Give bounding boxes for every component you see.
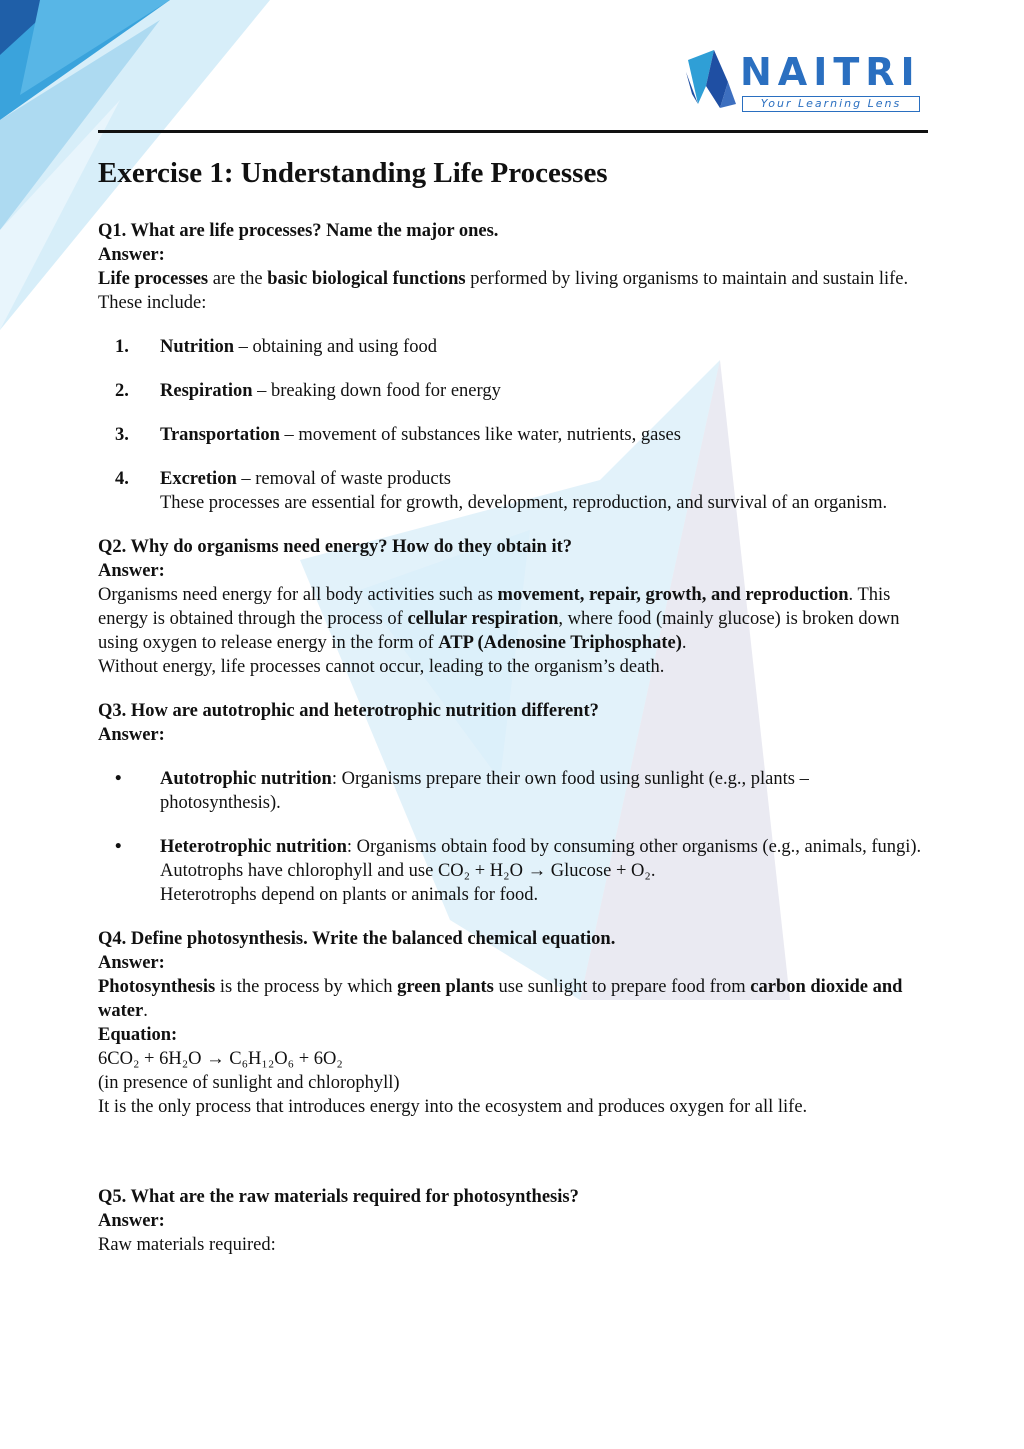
q1-answer-label: Answer: <box>98 245 165 265</box>
q1-question: Q1. What are life processes? Name the major ones. <box>98 221 499 241</box>
q1-closing: These processes are essential for growth, development, reproduction, and survival of an organism. <box>160 493 888 513</box>
q3-autotroph-line: Autotrophs have chlorophyll and use CO₂ + H₂O → Glucose + O₂. <box>160 861 656 881</box>
q4-condition: (in presence of sunlight and chlorophyll) <box>98 1073 400 1093</box>
q5-answer-label: Answer: <box>98 1211 165 1231</box>
list-item: • Heterotrophic nutrition: Organisms obtain food by consuming other organisms (e.g., animals, fungi). Autotrophs have chlorophyll and use CO₂ + H₂O → Glucose + O₂. Heterotrophs depend on plants or animals for food. <box>115 837 922 905</box>
q1-these-include: These include: <box>98 293 207 313</box>
logo-wordmark: NAITRI <box>740 50 921 94</box>
document-body <box>98 150 924 1257</box>
list-item: 4. Excretion – removal of waste products These processes are essential for growth, development, reproduction, and survival of an organism. <box>115 469 888 513</box>
naitri-logo <box>684 46 934 120</box>
q2-closing: Without energy, life processes cannot occur, leading to the organism’s death. <box>98 657 665 677</box>
q3-answer-label: Answer: <box>98 725 165 745</box>
header-rule <box>98 130 928 133</box>
q4-closing: It is the only process that introduces energy into the ecosystem and produces oxygen for all life. <box>98 1097 808 1117</box>
list-item: 3. Transportation – movement of substances like water, nutrients, gases <box>115 425 681 445</box>
logo-tagline: Your Learning Lens <box>742 96 920 112</box>
q4-answer-label: Answer: <box>98 953 165 973</box>
list-item: 1. Nutrition – obtaining and using food <box>115 337 437 357</box>
q5-paragraph: Raw materials required: <box>98 1235 276 1255</box>
q4-equation-label: Equation: <box>98 1025 178 1045</box>
q1-paragraph: Life processes are the basic biological functions performed by living organisms to maintain and sustain life. <box>98 269 909 289</box>
page-title: Exercise 1: Understanding Life Processes <box>98 157 608 189</box>
q5-question: Q5. What are the raw materials required for photosynthesis? <box>98 1187 579 1207</box>
q2-question: Q2. Why do organisms need energy? How do they obtain it? <box>98 537 573 557</box>
q3-question: Q3. How are autotrophic and heterotrophic nutrition different? <box>98 701 599 721</box>
list-item: 2. Respiration – breaking down food for energy <box>115 381 501 401</box>
q3-heterotroph-line: Heterotrophs depend on plants or animals for food. <box>160 885 539 905</box>
q2-answer-label: Answer: <box>98 561 165 581</box>
q4-paragraph: Photosynthesis is the process by which green plants use sunlight to prepare food from carbon dioxide and water. <box>98 977 903 1021</box>
q2-paragraph: Organisms need energy for all body activities such as movement, repair, growth, and reproduction. This energy is obtained through the process of cellular respiration, where food (mainly glucose) is broken down using oxygen to release energy in the form of ATP (Adenosine Triphosphate). <box>98 585 900 653</box>
list-item: • Autotrophic nutrition: Organisms prepare their own food using sunlight (e.g., plants – photosynthesis). <box>115 769 809 813</box>
q4-question: Q4. Define photosynthesis. Write the balanced chemical equation. <box>98 929 616 949</box>
q1-list <box>98 335 924 515</box>
q4-equation: 6CO₂ + 6H₂O → C₆H₁₂O₆ + 6O₂ <box>98 1049 343 1069</box>
q3-list <box>98 767 924 907</box>
